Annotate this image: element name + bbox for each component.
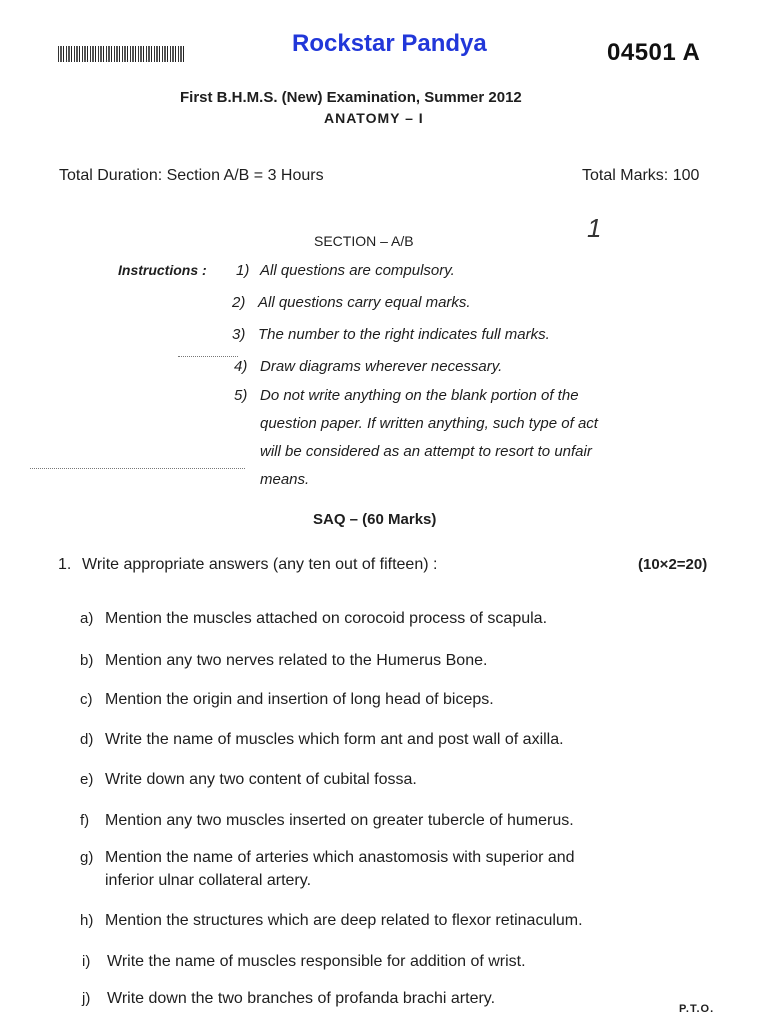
question-marks: (10×2=20) xyxy=(638,556,708,573)
exam-title: First B.H.M.S. (New) Examination, Summer 2012 xyxy=(180,89,522,106)
item-label: j) xyxy=(82,990,91,1007)
item-text: Write down the two branches of profanda brachi artery. xyxy=(107,990,496,1007)
item-label: d) xyxy=(80,731,94,748)
saq-heading: SAQ – (60 Marks) xyxy=(313,511,437,528)
instruction-text: means. xyxy=(260,471,310,488)
instruction-text: Do not write anything on the blank portion of the xyxy=(260,387,579,404)
item-label: e) xyxy=(80,771,94,788)
item-label: h) xyxy=(80,912,94,929)
barcode xyxy=(58,46,186,62)
instruction-number: 1) xyxy=(236,262,250,279)
instruction-text: The number to the right indicates full marks. xyxy=(258,326,550,343)
instruction-text: All questions are compulsory. xyxy=(260,262,455,279)
instruction-number: 2) xyxy=(232,294,246,311)
item-text: Write the name of muscles which form ant and post wall of axilla. xyxy=(105,731,564,748)
instruction-text: question paper. If written anything, such type of act xyxy=(260,415,598,432)
scan-noise-line xyxy=(178,356,238,357)
scan-noise-line xyxy=(30,468,245,469)
total-duration: Total Duration: Section A/B = 3 Hours xyxy=(59,167,324,184)
item-text: Mention the muscles attached on corocoid process of scapula. xyxy=(105,610,548,627)
item-text: inferior ulnar collateral artery. xyxy=(105,872,312,889)
instruction-text: All questions carry equal marks. xyxy=(258,294,471,311)
question-text: Write appropriate answers (any ten out of fifteen) : xyxy=(82,556,438,573)
item-text: Mention the origin and insertion of long head of biceps. xyxy=(105,691,494,708)
item-text: Mention any two muscles inserted on greater tubercle of humerus. xyxy=(105,812,574,829)
paper-code: 04501 A xyxy=(607,39,701,66)
instruction-text: will be considered as an attempt to resort to unfair xyxy=(260,443,592,460)
item-label: g) xyxy=(80,849,94,866)
item-text: Write the name of muscles responsible for addition of wrist. xyxy=(107,953,526,970)
item-text: Mention the name of arteries which anastomosis with superior and xyxy=(105,849,575,866)
item-text: Mention the structures which are deep related to flexor retinaculum. xyxy=(105,912,583,929)
item-label: a) xyxy=(80,610,94,627)
item-text: Write down any two content of cubital fossa. xyxy=(105,771,417,788)
item-text: Mention any two nerves related to the Humerus Bone. xyxy=(105,652,488,669)
item-label: b) xyxy=(80,652,94,669)
item-label: c) xyxy=(80,691,93,708)
total-marks: Total Marks: 100 xyxy=(582,167,700,184)
question-number: 1. xyxy=(58,556,72,573)
instruction-number: 4) xyxy=(234,358,248,375)
owner-name: Rockstar Pandya xyxy=(292,30,487,57)
section-heading: SECTION – A/B xyxy=(314,233,414,249)
subject-title: ANATOMY – I xyxy=(324,110,424,126)
handwritten-mark: 1 xyxy=(587,213,602,243)
instruction-number: 5) xyxy=(234,387,248,404)
item-label: i) xyxy=(82,953,91,970)
item-label: f) xyxy=(80,812,90,829)
instruction-number: 3) xyxy=(232,326,246,343)
pto-note: P.T.O. xyxy=(679,1003,715,1015)
instructions-heading: Instructions : xyxy=(118,262,207,278)
instruction-text: Draw diagrams wherever necessary. xyxy=(260,358,503,375)
